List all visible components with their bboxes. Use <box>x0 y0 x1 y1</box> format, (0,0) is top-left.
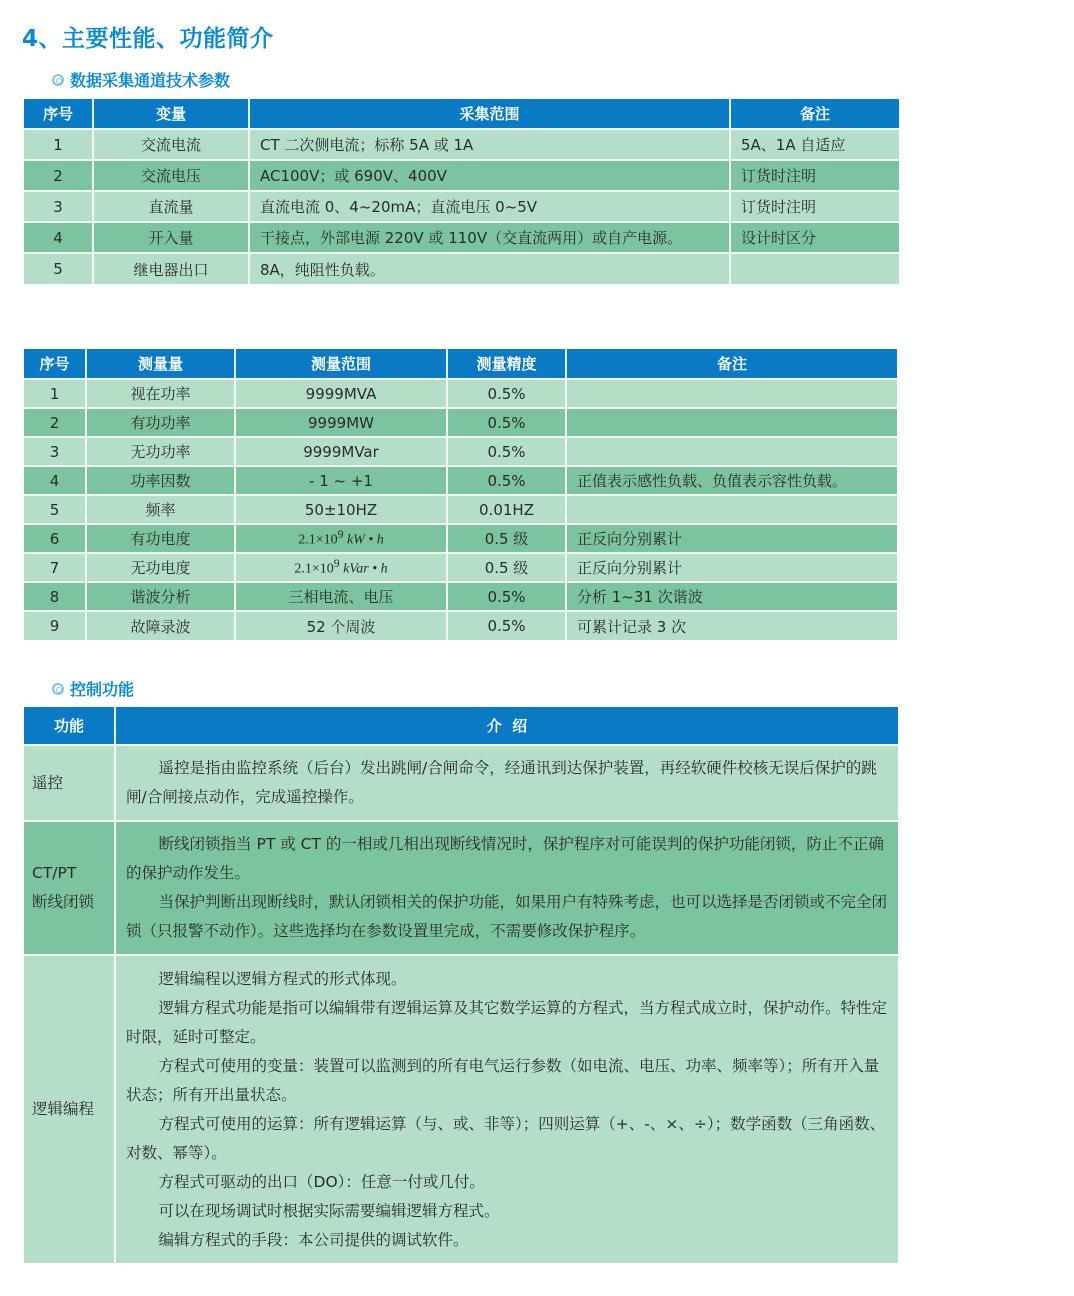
table-row <box>24 160 899 191</box>
table-header-row <box>24 99 899 129</box>
header-description: 介 绍 <box>115 707 898 745</box>
table-row <box>24 611 897 640</box>
formula-base: 2.1×10 <box>298 532 338 548</box>
cell-note: 设计时区分 <box>730 222 899 253</box>
control-functions-table <box>24 707 898 1263</box>
header-note: 备注 <box>566 349 897 379</box>
section-title-data-acquisition <box>52 68 230 91</box>
cell-quantity: 无功电度 <box>86 553 235 582</box>
cell-range-formula <box>235 524 447 553</box>
table-row <box>24 466 897 495</box>
function-label: 遥控 <box>32 773 64 792</box>
table-row <box>24 408 897 437</box>
formula-unit: kW • h <box>346 532 384 548</box>
cell-variable: 开入量 <box>93 222 249 253</box>
description-paragraph: 可以在现场调试时根据实际需要编辑逻辑方程式。 <box>158 1201 500 1220</box>
cell-accuracy: 0.01HZ <box>447 495 566 524</box>
header-note: 备注 <box>730 99 899 129</box>
page-title: 4、主要性能、功能简介 <box>22 26 274 52</box>
cell-note: 分析 1~31 次谐波 <box>566 582 897 611</box>
cell-variable: 交流电流 <box>93 129 249 160</box>
description-paragraph: 当保护判断出现断线时，默认闭锁相关的保护功能，如果用户有特殊考虑，也可以选择是否闭锁或不完全闭锁（只报警不动作）。这些选择均在参数设置里完成，不需要修改保护程序。 <box>126 893 888 940</box>
cell-note: 正反向分别累计 <box>566 524 897 553</box>
table-header-row <box>24 349 897 379</box>
measurement-table <box>24 349 897 640</box>
cell-no: 2 <box>24 408 86 437</box>
header-variable: 变量 <box>93 99 249 129</box>
cell-description <box>115 745 898 821</box>
cell-quantity: 视在功率 <box>86 379 235 408</box>
function-label: CT/PT <box>32 864 77 882</box>
cell-range: 8A，纯阻性负载。 <box>249 253 730 284</box>
cell-accuracy: 0.5% <box>447 611 566 640</box>
cell-accuracy: 0.5 级 <box>447 553 566 582</box>
cell-note <box>566 437 897 466</box>
table-row <box>24 955 898 1263</box>
description-paragraph: 逻辑方程式功能是指可以编辑带有逻辑运算及其它数学运算的方程式，当方程式成立时，保护动作。特性定时限，延时可整定。 <box>126 998 888 1046</box>
description-paragraph: 遥控是指由监控系统（后台）发出跳闸/合闸命令，经通讯到达保护装置，再经软硬件校核无误后保护的跳闸/合闸接点动作，完成遥控操作。 <box>126 759 877 806</box>
cell-note: 5A、1A 自适应 <box>730 129 899 160</box>
cell-no: 3 <box>24 191 93 222</box>
bullet-circle-icon <box>52 683 64 695</box>
cell-note <box>730 253 899 284</box>
cell-range: 干接点，外部电源 220V 或 110V（交直流两用）或自产电源。 <box>249 222 730 253</box>
cell-note <box>566 379 897 408</box>
cell-description <box>115 955 898 1263</box>
cell-range: - 1 ~ +1 <box>235 466 447 495</box>
function-label: 断线闭锁 <box>32 893 95 911</box>
header-quantity: 测量量 <box>86 349 235 379</box>
cell-accuracy: 0.5% <box>447 379 566 408</box>
table-row <box>24 553 897 582</box>
formula-exponent: 9 <box>333 557 340 571</box>
cell-no: 1 <box>24 129 93 160</box>
cell-range: 9999MVA <box>235 379 447 408</box>
cell-accuracy: 0.5% <box>447 408 566 437</box>
table-row <box>24 253 899 284</box>
description-paragraph: 方程式可使用的运算：所有逻辑运算（与、或、非等）；四则运算（+、-、×、÷）；数学函数（三角函数、对数、幂等）。 <box>126 1114 886 1162</box>
table-row <box>24 524 897 553</box>
cell-note: 订货时注明 <box>730 160 899 191</box>
formula-unit: kVar • h <box>343 561 388 577</box>
table-row <box>24 821 898 955</box>
table-row <box>24 129 899 160</box>
cell-quantity: 故障录波 <box>86 611 235 640</box>
function-label: 逻辑编程 <box>32 1100 95 1118</box>
formula-exponent: 9 <box>337 528 344 542</box>
cell-function <box>24 821 115 955</box>
cell-no: 5 <box>24 495 86 524</box>
header-no: 序号 <box>24 99 93 129</box>
cell-no: 2 <box>24 160 93 191</box>
data-acquisition-table <box>24 99 899 284</box>
cell-variable: 继电器出口 <box>93 253 249 284</box>
header-no: 序号 <box>24 349 86 379</box>
cell-accuracy: 0.5 级 <box>447 524 566 553</box>
cell-accuracy: 0.5% <box>447 582 566 611</box>
cell-note: 可累计记录 3 次 <box>566 611 897 640</box>
cell-accuracy: 0.5% <box>447 466 566 495</box>
cell-note: 正反向分别累计 <box>566 553 897 582</box>
cell-note <box>566 408 897 437</box>
header-range: 采集范围 <box>249 99 730 129</box>
formula-base: 2.1×10 <box>294 561 334 577</box>
cell-note: 正值表示感性负载、负值表示容性负载。 <box>566 466 897 495</box>
cell-range: 三相电流、电压 <box>235 582 447 611</box>
cell-function <box>24 745 115 821</box>
cell-range: 50±10HZ <box>235 495 447 524</box>
cell-range: CT 二次侧电流；标称 5A 或 1A <box>249 129 730 160</box>
cell-quantity: 无功功率 <box>86 437 235 466</box>
cell-variable: 交流电压 <box>93 160 249 191</box>
cell-description <box>115 821 898 955</box>
header-range: 测量范围 <box>235 349 447 379</box>
section-title-text: 数据采集通道技术参数 <box>70 71 231 90</box>
cell-range-formula <box>235 553 447 582</box>
cell-range: 9999MW <box>235 408 447 437</box>
cell-no: 1 <box>24 379 86 408</box>
table-header-row <box>24 707 898 745</box>
table-row <box>24 582 897 611</box>
cell-note: 订货时注明 <box>730 191 899 222</box>
cell-note <box>566 495 897 524</box>
cell-function <box>24 955 115 1263</box>
cell-range: 9999MVar <box>235 437 447 466</box>
cell-range: 52 个周波 <box>235 611 447 640</box>
cell-quantity: 频率 <box>86 495 235 524</box>
cell-quantity: 有功电度 <box>86 524 235 553</box>
description-paragraph: 逻辑编程以逻辑方程式的形式体现。 <box>158 969 407 988</box>
cell-quantity: 功率因数 <box>86 466 235 495</box>
cell-quantity: 谐波分析 <box>86 582 235 611</box>
description-paragraph: 编辑方程式的手段：本公司提供的调试软件。 <box>158 1230 469 1249</box>
table-row <box>24 191 899 222</box>
cell-no: 4 <box>24 222 93 253</box>
cell-accuracy: 0.5% <box>447 437 566 466</box>
header-function: 功能 <box>24 707 115 745</box>
cell-no: 4 <box>24 466 86 495</box>
cell-no: 6 <box>24 524 86 553</box>
cell-no: 5 <box>24 253 93 284</box>
header-accuracy: 测量精度 <box>447 349 566 379</box>
cell-no: 7 <box>24 553 86 582</box>
section-title-text: 控制功能 <box>70 680 135 699</box>
cell-variable: 直流量 <box>93 191 249 222</box>
table-row <box>24 379 897 408</box>
cell-range: 直流电流 0、4~20mA；直流电压 0~5V <box>249 191 730 222</box>
cell-range: AC100V；或 690V、400V <box>249 160 730 191</box>
description-paragraph: 方程式可使用的变量：装置可以监测到的所有电气运行参数（如电流、电压、功率、频率等）；所有开入量状态；所有开出量状态。 <box>126 1056 880 1104</box>
cell-no: 3 <box>24 437 86 466</box>
bullet-circle-icon <box>52 74 64 86</box>
description-paragraph: 方程式可驱动的出口（DO）：任意一付或几付。 <box>158 1172 485 1191</box>
description-paragraph: 断线闭锁指当 PT 或 CT 的一相或几相出现断线情况时，保护程序对可能误判的保护功能闭锁，防止不正确的保护动作发生。 <box>126 835 884 882</box>
table-row <box>24 437 897 466</box>
cell-no: 8 <box>24 582 86 611</box>
cell-no: 9 <box>24 611 86 640</box>
section-title-control-functions <box>52 677 134 700</box>
table-row <box>24 222 899 253</box>
table-row <box>24 745 898 821</box>
cell-quantity: 有功功率 <box>86 408 235 437</box>
table-row <box>24 495 897 524</box>
